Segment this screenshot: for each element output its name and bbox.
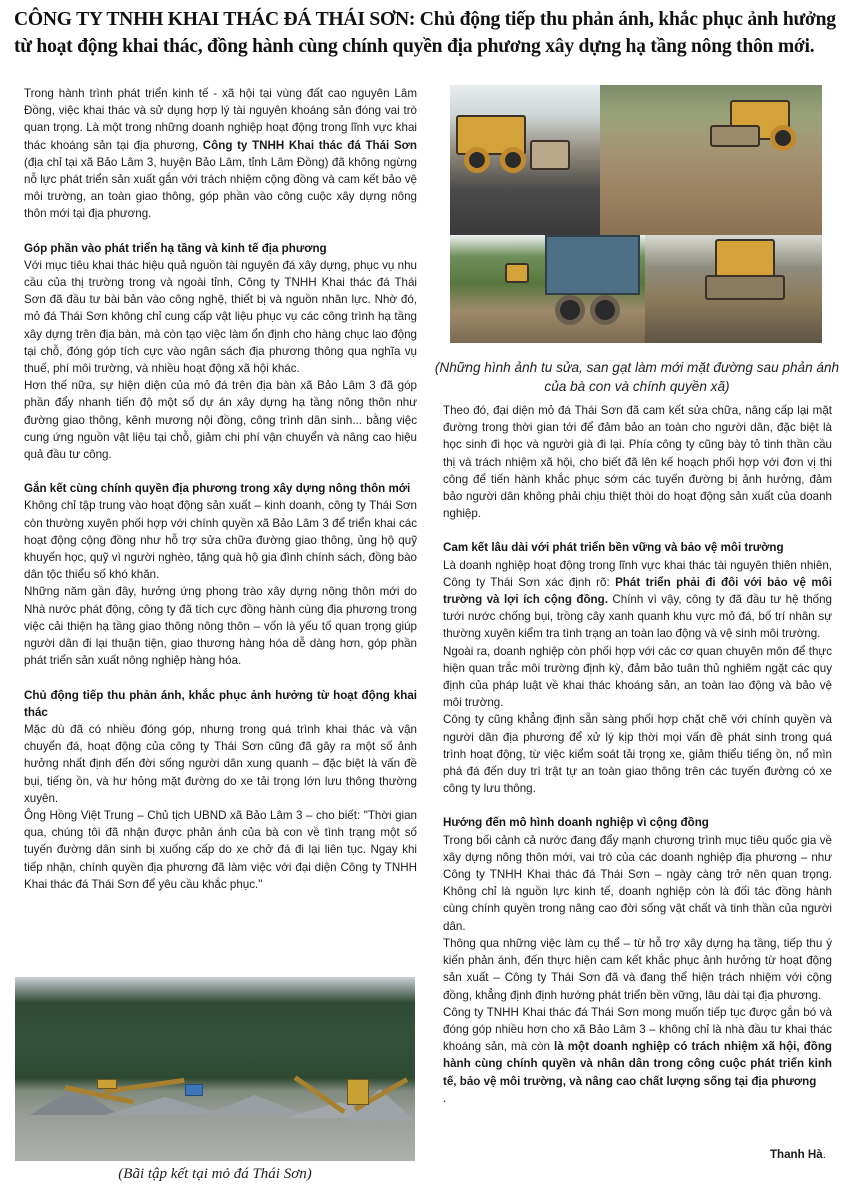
photo-loader-spreading-rock bbox=[645, 235, 822, 343]
collage-caption: (Những hình ảnh tu sửa, san gạt làm mới mặt đường sau phản ánh của bà con và chính quyền xã) bbox=[434, 360, 840, 394]
road-repair-photo-collage bbox=[450, 85, 822, 343]
paragraph: Ngoài ra, doanh nghiệp còn phối hợp với các cơ quan chuyên môn để thực hiện quan trắc môi trường định kỳ, đảm bảo tuân thủ nghiêm ngặt các quy định của pháp luật về khai thác khoáng sản, an toàn lao động và bảo vệ môi trường. bbox=[443, 644, 832, 710]
quote-paragraph: Ông Hồng Việt Trung – Chủ tịch UBND xã Bảo Lâm 3 – cho biết: "Thời gian qua, chúng tôi đã nhận được phản ánh của bà con về tình trạng một số tuyến đường dân sinh bị xuống cấp do xe chở đá đi lại liên tục. Ngay khi tiếp nhận, chính quyền địa phương đã làm việc với đại diện Công ty TNHH Khai thác đá Thái Sơn để yêu cầu khắc phục." bbox=[24, 808, 417, 891]
paragraph: Hơn thế nữa, sự hiện diện của mỏ đá trên địa bàn xã Bảo Lâm 3 đã góp phần đẩy nhanh tiến độ một số dự án xây dựng hạ tầng nông thôn như đường giao thông, kênh mương nội đồng, công trình dân sinh... bằng việc cung ứng nguồn vật liệu tại chỗ, giảm chi phí vận chuyển và nâng cao hiệu quả đầu tư công. bbox=[24, 379, 417, 462]
trailing-period: . bbox=[443, 1091, 447, 1105]
paragraph: Là doanh nghiệp hoạt động trong lĩnh vực khai thác tài nguyên thiên nhiên, Công ty Thái Sơn xác định rõ: Phát triển phải đi đôi với bảo vệ môi trường và lợi ích cộng đồng. Chính vì vậy, công ty đã đầu tư hệ thống tưới nước chống bụi, trồng cây xanh quanh khu vực mỏ đá, bố trí nhân sự thường xuyên kiểm tra tình trạng an toàn lao động và vệ sinh môi trường. bbox=[443, 558, 832, 641]
paragraph: Những năm gần đây, hưởng ứng phong trào xây dựng nông thôn mới do Nhà nước phát động, công ty đã tích cực đồng hành cùng địa phương trong việc cải thiện hạ tầng giao thông nông thôn – vốn là yếu tố quan trọng giúp người dân đi lại thuận tiện, giao thương hàng hóa dễ dàng hơn, góp phần phát triển sản xuất nông nghiệp hàng hóa. bbox=[24, 585, 417, 668]
left-column bbox=[24, 85, 417, 893]
paragraph: Không chỉ tập trung vào hoạt động sản xuất – kinh doanh, công ty Thái Sơn còn thường xuyên phối hợp với chính quyền xã Bảo Lâm 3 để triển khai các hoạt động cộng đồng như hỗ trợ sửa chữa đường giao thông, ủng hộ quỹ khuyến học, quỹ vì người nghèo, tặng quà hộ gia đình chính sách, đồng bào dân tộc thiểu số khó khăn. bbox=[24, 499, 417, 582]
paragraph: Trong bối cảnh cả nước đang đẩy mạnh chương trình mục tiêu quốc gia về xây dựng nông thôn mới, vai trò của các doanh nghiệp địa phương – như Công ty TNHH Khai thác đá Thái Sơn – ngày càng trở nên quan trọng. Không chỉ là nguồn lực kinh tế, doanh nghiệp còn là đối tác đồng hành cùng chính quyền trong nâng cao đời sống vật chất và tinh thần của người dân. bbox=[443, 833, 832, 933]
quarry-caption: (Bãi tập kết tại mỏ đá Thái Sơn) bbox=[118, 1166, 312, 1182]
photo-loader-filling-pothole bbox=[450, 85, 600, 235]
paragraph: Công ty cũng khẳng định sẵn sàng phối hợp chặt chẽ với chính quyền và người dân địa phương để xử lý kịp thời mọi vấn đề phát sinh trong quá trình hoạt động, từ việc kiểm soát tải trọng xe, giảm thiểu tiếng ồn, nổ mìn phá đá đến duy trì trật tự an toàn giao thông trên các tuyến đường có xe công ty lưu thông. bbox=[443, 713, 832, 796]
section-heading-sustainability: Cam kết lâu dài với phát triển bền vững và bảo vệ môi trường bbox=[443, 541, 784, 555]
paragraph: Với mục tiêu khai thác hiệu quả nguồn tài nguyên đá xây dựng, phục vụ nhu cầu của thị trường trong và ngoài tỉnh, Công ty TNHH Khai thác đá Thái Sơn đã đầu tư bài bản vào công nghệ, thiết bị và nguồn nhân lực. Nhờ đó, mỏ đá Thái Sơn không chỉ cung cấp vật liệu phục vụ các công trình hạ tầng xây dựng trên địa bàn, mà còn tạo việc làm ổn định cho hàng chục lao động tại chỗ, đóng góp tích cực vào ngân sách địa phương thông qua nghĩa vụ thuế, phí môi trường, và nhiều hoạt động xã hội khác. bbox=[24, 258, 417, 376]
paragraph: Thông qua những việc làm cụ thể – từ hỗ trợ xây dựng hạ tầng, tiếp thu ý kiến phản ánh, đến thực hiện cam kết khắc phục ảnh hưởng từ hoạt động sản xuất – Công ty Thái Sơn đã và đang thể hiện trách nhiệm với cộng đồng, khẳng định định hướng phát triển bền vững, lâu dài tại địa phương. bbox=[443, 936, 832, 1002]
section-heading-community-model: Hướng đến mô hình doanh nghiệp vì cộng đồng bbox=[443, 816, 709, 830]
paragraph: Công ty TNHH Khai thác đá Thái Sơn mong muốn tiếp tục được gắn bó và đóng góp nhiều hơn cho xã Bảo Lâm 3 – không chỉ là nhà đầu tư khai thác khoáng sản, mà còn là một doanh nghiệp có trách nhiệm xã hội, đồng hành cùng chính quyền và nhân dân trong công cuộc phát triển kinh tế, bảo vệ môi trường, và nâng cao chất lượng sống tại địa phương bbox=[443, 1005, 832, 1088]
section-heading-local-government: Gắn kết cùng chính quyền địa phương trong xây dựng nông thôn mới bbox=[24, 482, 411, 496]
article-headline: CÔNG TY TNHH KHAI THÁC ĐÁ THÁI SƠN: Chủ động tiếp thu phản ánh, khắc phục ảnh hưởng từ hoạt động khai thác, đồng hành cùng chính quyền địa phương xây dựng hạ tầng nông thôn mới. bbox=[14, 9, 836, 57]
photo-loader-leveling-gravel bbox=[600, 85, 822, 235]
photo-dump-truck-unloading bbox=[450, 235, 645, 343]
intro-paragraph: Trong hành trình phát triển kinh tế - xã hội tại vùng đất cao nguyên Lâm Đồng, việc khai thác và sử dụng hợp lý tài nguyên khoáng sản đóng vai trò quan trọng. Là một trong những doanh nghiệp hoạt động trong lĩnh vực khai thác khoáng sản tại địa phương, Công ty TNHH Khai thác đá Thái Sơn (địa chỉ tại xã Bảo Lâm 3, huyện Bảo Lâm, tỉnh Lâm Đồng) đã không ngừng nỗ lực phát triển sản xuất gắn với trách nhiệm cộng đồng và cam kết bảo vệ môi trường, an toàn giao thông, góp phần vào công cuộc xây dựng nông thôn mới tại địa phương. bbox=[24, 87, 418, 221]
right-column bbox=[443, 402, 832, 1107]
company-name: Công ty TNHH Khai thác đá Thái Sơn bbox=[202, 138, 418, 152]
section-heading-infrastructure: Góp phần vào phát triển hạ tầng và kinh tế địa phương bbox=[24, 241, 327, 255]
paragraph: Mặc dù đã có nhiều đóng góp, nhưng trong quá trình khai thác và vận chuyển đá, hoạt động của công ty Thái Sơn cũng đã gây ra một số ảnh hưởng nhất định đến đời sống người dân xung quanh – đặc biệt là vấn đề bụi, tiếng ồn, và hư hỏng mặt đường do xe tải trọng lớn lưu thông thường xuyên. bbox=[24, 722, 417, 805]
section-heading-feedback: Chủ động tiếp thu phản ánh, khắc phục ảnh hưởng từ hoạt động khai thác bbox=[24, 688, 417, 719]
author-signature: Thanh Hà. bbox=[769, 1148, 826, 1161]
quarry-yard-photo bbox=[15, 977, 415, 1161]
paragraph: Theo đó, đại diện mỏ đá Thái Sơn đã cam kết sửa chữa, nâng cấp lại mặt đường trong thời gian tới để đảm bảo an toàn cho người dân, đặc biệt là học sinh đi học và người già đi lại. Phía công ty cũng bày tỏ tinh thần cầu thị và trách nhiệm xã hội, cho biết đã lên kế hoạch phối hợp với đơn vị thi công để tiến hành khắc phục sớm các tuyến đường bị ảnh hưởng, đảm bảo người dân không phải chịu thiệt thòi do hoạt động sản xuất của doanh nghiệp. bbox=[443, 404, 832, 521]
